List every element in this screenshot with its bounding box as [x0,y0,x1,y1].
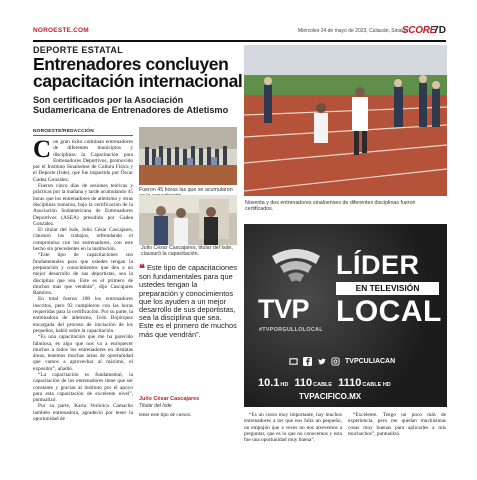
quote-attribution-name: Julio César Cascajares [139,396,200,402]
ad-social-handle: TVPCULIACAN [345,357,396,365]
dateline: Miércoles 24 de mayo de 2023, Culiacán, Sinaloa [297,28,408,34]
ad-band: EN TELEVISIÓN [336,282,439,295]
paragraph: Fueron cinco días de sesiones teóricas y prácticas por la mañana y tarde acumulando 45 horas que los entrenadores de atletismo y otras disciplinas tomaron, bajo la certificación de la Asociación Sudamericana de Entrenadores Deportivos (ASEA) presidida por Gadea González. [33,183,133,227]
article-column-1 [33,139,133,469]
byline: NOROESTE/REDACCIÓN [33,129,94,134]
quote-mark-icon: ❝ [139,263,145,275]
headline: Entrenadores concluyen capacitación internacional [33,54,243,91]
article-column-2 [139,412,237,470]
paragraph: Por su parte, Karla Verónica Camacho también entrenadora, agradeció por tener la oportunidad de [33,403,133,423]
paragraph: “Este tipo de capacitaciones son fundamentales para que ustedes tengan la preparación y conocimientos que den a un mejor desarrollo de sus deportistas, sea la disciplina que sea. Este es el primero de muchos más que vendrán”, dijo Cascajares Ramírez. [33,252,133,297]
photo-group-training-image [139,127,237,185]
byline-rule [33,135,133,136]
photo-track-training-image [244,45,447,196]
channel-item: 1110CABLE HD [338,377,391,389]
drop-cap: C [33,139,52,163]
pull-quote [139,264,237,339]
paragraph: En total fueron 108 los entrenadores inscritos, pero 92 cumplieron con las horas requeridas para la certificación. Por su parte, la entrenadora de atletismo, Ivón Bojórquez encargada del proceso de iniciación de los pequeños, habló sobre la capacitación. [33,296,133,334]
photo-official [139,195,237,245]
paragraph: on gran éxito culminan entrenadores de diferentes municipios y disciplinas la Capacitación para Entrenadores Deportivos, promovido por el Instituto Sinaloense de Cultura Física y el Deporte (Isde), que fue impartido por Óscar Gadea González. [33,139,133,183]
pull-quote-text: Este tipo de capacitaciones son fundamentales para que ustedes tengan la preparación y conocimientos que los ayuden a un mejor desarrollo de sus deportistas, sea la disciplina que sea. Este es el primero de muchos más que vendrán”. [139,263,237,339]
tv-icon [289,357,298,366]
paragraph: “Excelente. Tengo un poco más de experiencia, pero me quedan muchísimas cosas muy buenas para aplicarles a mis muchachos”, puntualizó. [348,412,446,437]
ad-headline-2: LOCAL [336,295,442,328]
paragraph: “Es una capacitación que me ha parecido fabulosa, es algo que nos va a enriquecer muchos a todos los entrenadores en distintas áreas, tenemos muchas áreas de oportunidad que vamos a aprovechar al máximo, el expositor”, añadió. [33,334,133,372]
ad-url-link[interactable]: TVPACIFICO.MX [299,392,362,401]
photo-caption: Julio César Cascajares, titular del Isde, clausuró la capacitación. [141,245,233,258]
header-rule [33,40,446,42]
tvp-advertisement[interactable] [244,224,447,407]
page-number: 7D [433,25,446,36]
section-brand: SCORE [401,25,436,36]
page-header [33,26,446,40]
site-name: NOROESTE.COM [33,27,89,34]
article-column-3 [244,412,342,470]
channel-item: 10.1HD [258,377,289,389]
paragraph: El titular del Isde, Julio César Cascajares, clausuró los trabajos, refrendando el compromiso con los entrenadores, con este hecho sin precedentes en la institución. [33,227,133,253]
twitter-icon [317,357,326,366]
ad-headline-1: LÍDER [336,250,420,280]
channel-item: 110CABLE [294,377,333,389]
facebook-icon [303,357,312,366]
instagram-icon [331,357,340,366]
photo-official-image [139,195,237,245]
photo-caption: Noventa y dos entrenadores sinaloenses de diferentes disciplinas fueron certificados. [245,200,416,213]
ad-hashtag: #TVPORGULLOLOCAL [259,327,323,333]
ad-channels [258,373,391,391]
photo-caption: Fueron 45 horas las que se acumularon [139,187,233,193]
tvp-brand: TVP [258,294,310,324]
ad-social-row [289,356,395,366]
subheadline: Son certificados por la Asociación Sudamericana de Entrenadores de Atletismo [33,95,229,115]
paragraph: tener este tipo de cursos. [139,412,192,418]
paragraph: “Es un curso muy importante, hay muchos entrenadores a los que nos falta un pequeño, un empujón que a veces no nos atrevemos a preguntar, que es lo que no conocemos y esta fue una oportunidad muy buena”. [244,412,342,444]
photo-group-training [139,127,237,185]
photo-track-training [244,45,447,196]
article-column-4 [348,412,446,470]
quote-attribution-role: Titular del Isde [139,403,172,409]
paragraph: “La capacitación es fundamental, la capacitación de los entrenadores tiene que ser constante y gracias al instituto por el apoyo para esta capacitación de excelente nivel”, puntualizó. [33,371,133,404]
section-label: DEPORTE ESTATAL [33,45,123,55]
